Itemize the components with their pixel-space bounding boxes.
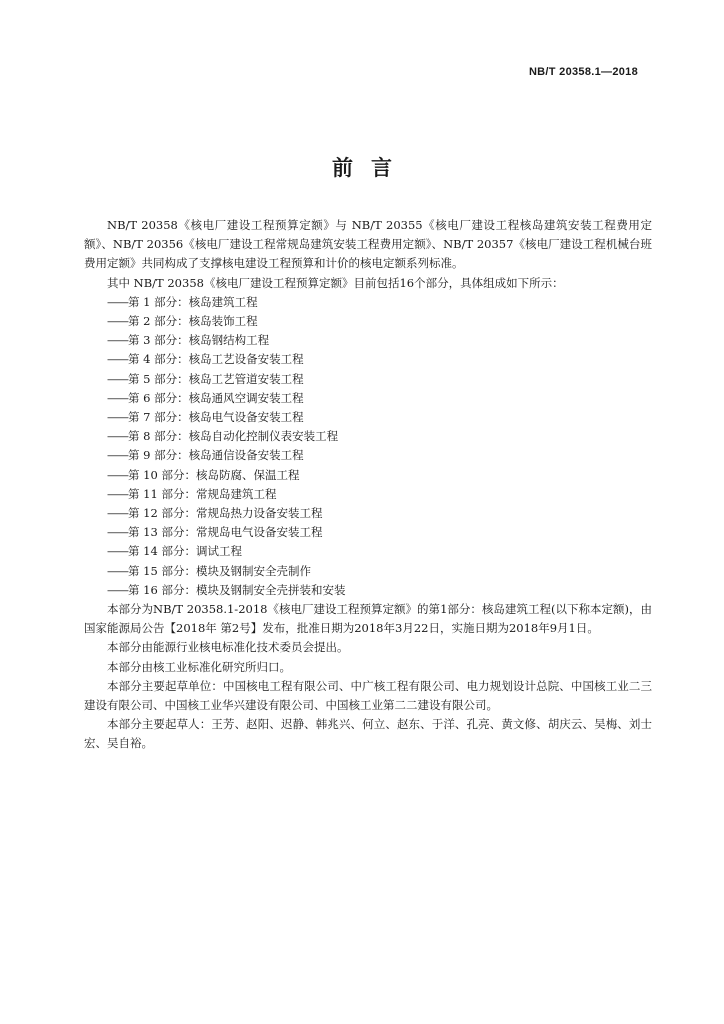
part-label: 第 14 部分：调试工程: [128, 544, 242, 559]
list-dash: ——: [107, 314, 128, 329]
list-dash: ——: [107, 486, 128, 501]
part-label: 第 9 部分：核岛通信设备安装工程: [128, 448, 304, 463]
release-paragraph: 本部分为NB/T 20358.1-2018《核电厂建设工程预算定额》的第1部分：核岛建筑工程(以下称本定额)，由国家能源局公告【2018年 第2号】发布，批准日期为2018年3月22日，实施日期为2018年9月1日。: [84, 602, 652, 636]
list-item: [84, 504, 652, 523]
part-label: 第 4 部分：核岛工艺设备安装工程: [128, 352, 304, 367]
part-label: 第 12 部分：常规岛热力设备安装工程: [128, 506, 323, 521]
part-label: 第 6 部分：核岛通风空调安装工程: [128, 390, 304, 405]
intro-paragraph-2: 其中 NB/T 20358《核电厂建设工程预算定额》目前包括16个部分，具体组成如下所示：: [107, 275, 564, 290]
page-title: 前言: [332, 156, 410, 180]
part-label: 第 3 部分：核岛钢结构工程: [128, 333, 270, 348]
drafting-units-paragraph: 本部分主要起草单位：中国核电工程有限公司、中广核工程有限公司、电力规划设计总院、中国核工业二三建设有限公司、中国核工业华兴建设有限公司、中国核工业第二二建设有限公司。: [84, 678, 652, 713]
list-dash: ——: [107, 506, 128, 521]
part-label: 第 13 部分：常规岛电气设备安装工程: [128, 525, 323, 540]
list-item: [84, 389, 652, 408]
list-dash: ——: [107, 352, 128, 367]
list-item: [84, 408, 652, 427]
part-label: 第 11 部分：常规岛建筑工程: [128, 486, 277, 501]
part-label: 第 1 部分：核岛建筑工程: [128, 294, 258, 309]
part-label: 第 16 部分：模块及钢制安全壳拼装和安装: [128, 582, 346, 597]
list-item: [84, 466, 652, 485]
drafters-paragraph: 本部分主要起草人：王芳、赵阳、迟静、韩兆兴、何立、赵东、于洋、孔亮、黄文修、胡庆云、吴梅、刘士宏、吴自裕。: [84, 717, 652, 751]
parts-list: [84, 293, 652, 600]
list-item: [84, 331, 652, 350]
part-label: 第 2 部分：核岛装饰工程: [128, 314, 258, 329]
foreword-body: [84, 216, 652, 754]
list-dash: ——: [107, 525, 128, 540]
part-label: 第 8 部分：核岛自动化控制仪表安装工程: [128, 429, 339, 444]
list-dash: ——: [107, 333, 128, 348]
part-label: 第 10 部分：核岛防腐、保温工程: [128, 467, 300, 482]
list-item: [84, 370, 652, 389]
list-dash: ——: [107, 371, 128, 386]
list-item: [84, 581, 652, 600]
list-item: [84, 446, 652, 465]
list-dash: ——: [107, 429, 128, 444]
list-dash: ——: [107, 390, 128, 405]
list-dash: ——: [107, 467, 128, 482]
owner-paragraph: 本部分由核工业标准化研究所归口。: [107, 659, 291, 674]
list-item: [84, 427, 652, 446]
list-item: [84, 293, 652, 312]
list-item: [84, 523, 652, 542]
list-item: [84, 312, 652, 331]
part-label: 第 5 部分：核岛工艺管道安装工程: [128, 371, 304, 386]
list-dash: ——: [107, 448, 128, 463]
list-dash: ——: [107, 294, 128, 309]
list-dash: ——: [107, 563, 128, 578]
list-item: [84, 542, 652, 561]
list-dash: ——: [107, 544, 128, 559]
part-label: 第 15 部分：模块及钢制安全壳制作: [128, 563, 311, 578]
list-dash: ——: [107, 582, 128, 597]
list-item: [84, 562, 652, 581]
proposer-paragraph: 本部分由能源行业核电标准化技术委员会提出。: [107, 640, 349, 655]
standard-code: NB/T 20358.1—2018: [528, 66, 638, 78]
list-item: [84, 350, 652, 369]
intro-paragraph-1: NB/T 20358《核电厂建设工程预算定额》与 NB/T 20355《核电厂建设工程核岛建筑安装工程费用定额》、NB/T 20356《核电厂建设工程常规岛建筑安装工程费用定额》、NB/T 20357《核电厂建设工程机械台班费用定额》共同构成了支撑核电建设工程预算和计价的核电定额系列标准。: [84, 218, 652, 271]
list-dash: ——: [107, 410, 128, 425]
part-label: 第 7 部分：核岛电气设备安装工程: [128, 410, 304, 425]
list-item: [84, 485, 652, 504]
